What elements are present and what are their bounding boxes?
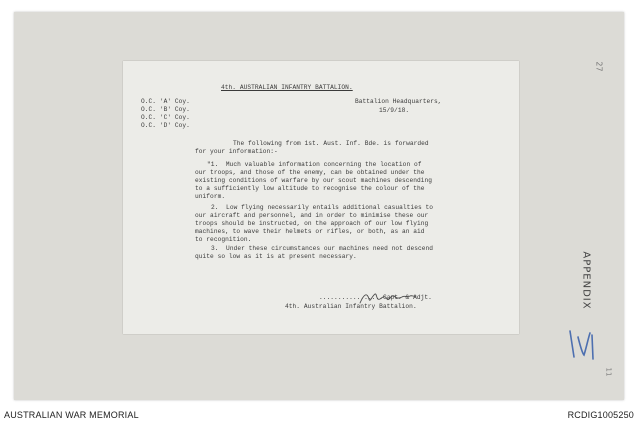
archive-caption-right: RCDIG1005250 [567, 410, 634, 420]
paragraph-line: machines, to wave their helmets or rifles, or both, as an aid [195, 228, 425, 235]
paragraph-line: uniform. [195, 193, 226, 200]
blue-pencil-annotation [566, 325, 598, 363]
signatory-unit: 4th. Australian Infantry Battalion. [285, 303, 417, 310]
letter-origin: Battalion Headquarters, [355, 98, 442, 105]
paragraph-line: our aircraft and personnel, and in order to minimise these our [195, 212, 429, 219]
paragraph-line: to a sufficiently low altitude to recognise the colour of the [195, 185, 425, 192]
paragraph-line: troops should be instructed, on the approach of our low flying [195, 220, 429, 227]
signature-line: .................Capt. & Adjt. [319, 294, 432, 301]
recipient: O.C. 'D' Coy. [141, 122, 190, 129]
paragraph-line: quite so low as it is at present necessary. [195, 253, 357, 260]
intro-line: for your information:- [195, 148, 278, 155]
letter-date: 15/9/18. [379, 107, 410, 114]
handwritten-signature [358, 290, 418, 306]
intro-line: The following from 1st. Aust. Inf. Bde. is forwarded [233, 140, 429, 147]
appendix-label: APPENDIX [580, 250, 592, 310]
archive-caption-left: AUSTRALIAN WAR MEMORIAL [4, 410, 139, 420]
recipient: O.C. 'C' Coy. [141, 114, 190, 121]
page-number: 27 [594, 61, 604, 72]
recipient: O.C. 'B' Coy. [141, 106, 190, 113]
paragraph-line: to recognition. [195, 236, 252, 243]
appendix-stamp [566, 240, 606, 320]
paragraph-line: 2. Low flying necessarily entails additional casualties to [211, 204, 434, 211]
paragraph-line: "1. Much valuable information concerning the location of [207, 161, 422, 168]
paragraph-line: existing conditions of warfare by our scout machines descending [195, 177, 433, 184]
corner-mark: 11 [604, 367, 613, 377]
paragraph-line: our troops, and those of the enemy, can be obtained under the [195, 169, 425, 176]
letter-title: 4th. AUSTRALIAN INFANTRY BATTALION. [221, 84, 353, 91]
document-sheet [123, 61, 519, 334]
paragraph-line: 3. Under these circumstances our machines need not descend [211, 245, 434, 252]
recipient: O.C. 'A' Coy. [141, 98, 190, 105]
